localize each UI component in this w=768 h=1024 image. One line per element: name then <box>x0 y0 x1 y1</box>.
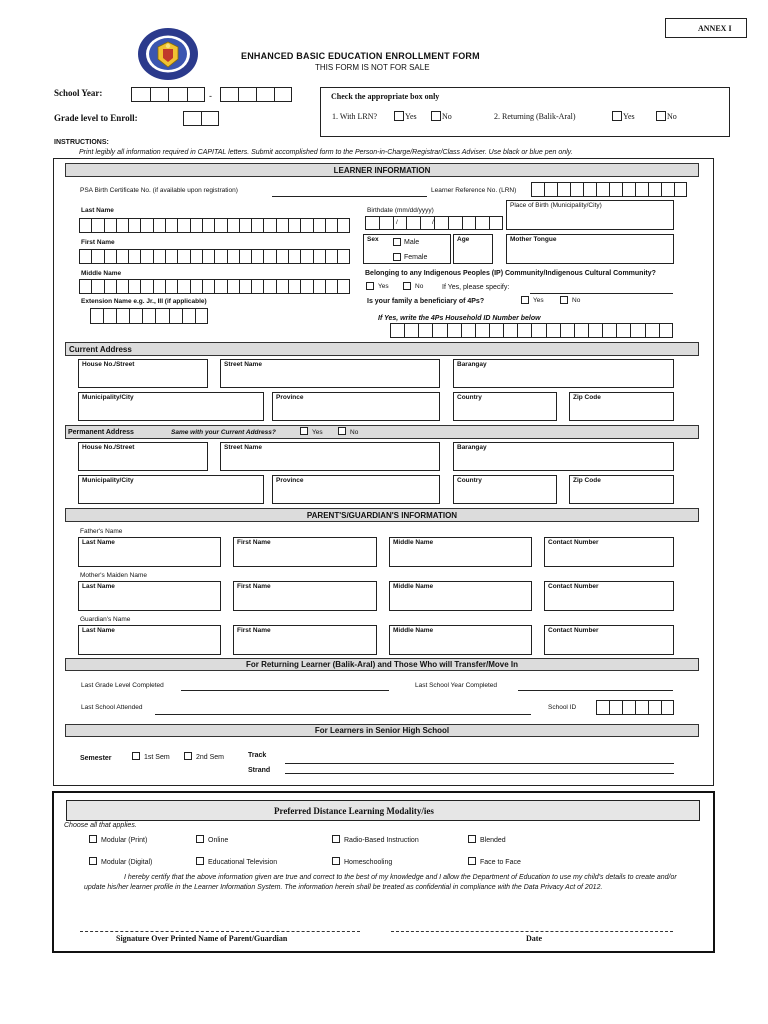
ip-question: Belonging to any Indigenous Peoples (IP) Community/Indigenous Cultural Community? <box>365 270 656 277</box>
mother-last-label: Last Name <box>82 583 115 590</box>
mother-middle-label: Middle Name <box>393 583 434 590</box>
form-subtitle: THIS FORM IS NOT FOR SALE <box>315 63 430 72</box>
permanent-municipality-label: Municipality/City <box>82 477 134 484</box>
current-country-box[interactable] <box>453 392 557 421</box>
female-label: Female <box>404 254 428 261</box>
instructions-text: Print legibly all information required in CAPITAL letters. Submit accomplished form to the Person-in-Charge/Registrar/Class Adviser. Use black or blue pen only. <box>79 149 573 156</box>
female-checkbox[interactable] <box>393 253 401 261</box>
guardian-first-box[interactable] <box>233 625 377 655</box>
permanent-province-label: Province <box>276 477 304 484</box>
guardian-name-label: Guardian's Name <box>80 616 131 623</box>
grade-level-cells[interactable] <box>183 111 219 126</box>
last-sy-label: Last School Year Completed <box>415 682 498 689</box>
mother-last-box[interactable] <box>78 581 221 611</box>
ip-specify-label: If Yes, please specify: <box>442 284 510 291</box>
with-lrn-yes-label: Yes <box>405 112 417 121</box>
first-sem-label: 1st Sem <box>144 754 170 761</box>
track-line[interactable] <box>285 763 674 764</box>
current-barangay-box[interactable] <box>453 359 674 388</box>
birthdate-label: Birthdate (mm/dd/yyyy) <box>367 207 434 214</box>
returning-yes-checkbox[interactable] <box>612 111 622 121</box>
current-address-bar <box>65 342 699 356</box>
ip-no-checkbox[interactable] <box>403 282 411 290</box>
school-id-cells[interactable] <box>596 700 674 715</box>
male-label: Male <box>404 239 420 246</box>
blended-label: Blended <box>480 837 506 844</box>
father-first-label: First Name <box>237 539 271 546</box>
shs-bar: For Learners in Senior High School <box>65 724 699 737</box>
modular-print-label: Modular (Print) <box>101 837 148 844</box>
last-sy-line[interactable] <box>518 690 673 691</box>
guardian-first-label: First Name <box>237 627 271 634</box>
signature-line[interactable] <box>80 931 360 932</box>
birthdate-cells[interactable] <box>365 216 503 230</box>
radio-based-checkbox[interactable] <box>332 835 340 843</box>
fourps-yes-checkbox[interactable] <box>521 296 529 304</box>
semester-label: Semester <box>80 755 112 762</box>
online-label: Online <box>208 837 229 844</box>
current-municipality-box[interactable] <box>78 392 264 421</box>
guardian-last-label: Last Name <box>82 627 115 634</box>
modality-title: Preferred Distance Learning Modality/ies <box>274 806 434 816</box>
father-first-box[interactable] <box>233 537 377 567</box>
father-last-label: Last Name <box>82 539 115 546</box>
signature-label: Signature Over Printed Name of Parent/Guardian <box>116 934 288 943</box>
strand-line[interactable] <box>285 773 674 774</box>
fourps-no-label: No <box>572 297 581 304</box>
current-street-label: Street Name <box>224 361 262 368</box>
school-year-start-cells[interactable] <box>131 87 205 102</box>
permanent-country-label: Country <box>457 477 482 484</box>
permanent-country-box[interactable] <box>453 475 557 504</box>
middle-name-label: Middle Name <box>81 270 122 277</box>
guardian-contact-label: Contact Number <box>548 627 599 634</box>
last-school-line[interactable] <box>155 714 531 715</box>
mother-name-label: Mother's Maiden Name <box>80 572 147 579</box>
second-sem-label: 2nd Sem <box>196 754 225 761</box>
with-lrn-label: 1. With LRN? <box>332 112 378 121</box>
returning-no-checkbox[interactable] <box>656 111 666 121</box>
grade-level-label: Grade level to Enroll: <box>54 113 138 123</box>
deped-seal <box>136 27 200 81</box>
online-checkbox[interactable] <box>196 835 204 843</box>
extension-name-cells[interactable] <box>90 308 208 324</box>
father-middle-label: Middle Name <box>393 539 434 546</box>
modular-digital-label: Modular (Digital) <box>101 859 153 866</box>
form-title: ENHANCED BASIC EDUCATION ENROLLMENT FORM <box>241 51 480 61</box>
mother-middle-box[interactable] <box>389 581 532 611</box>
extension-name-label: Extension Name e.g. Jr., III (if applicable) <box>81 298 207 305</box>
father-contact-box[interactable] <box>544 537 674 567</box>
mother-first-label: First Name <box>237 583 271 590</box>
ip-yes-label: Yes <box>378 283 389 290</box>
permanent-house-label: House No./Street <box>82 444 135 451</box>
current-house-box[interactable] <box>78 359 208 388</box>
fourps-id-cells[interactable] <box>390 323 673 338</box>
modular-print-checkbox[interactable] <box>89 835 97 843</box>
psa-input-line[interactable] <box>272 196 427 197</box>
school-id-label: School ID <box>548 704 577 711</box>
date-label: Date <box>526 934 542 943</box>
mother-contact-box[interactable] <box>544 581 674 611</box>
last-grade-label: Last Grade Level Completed <box>81 682 164 689</box>
fourps-no-checkbox[interactable] <box>560 296 568 304</box>
guardian-contact-box[interactable] <box>544 625 674 655</box>
mother-contact-label: Contact Number <box>548 583 599 590</box>
with-lrn-yes-checkbox[interactable] <box>394 111 404 121</box>
face-to-face-checkbox[interactable] <box>468 857 476 865</box>
choose-all-label: Choose all that applies. <box>64 822 137 829</box>
permanent-street-box[interactable] <box>220 442 440 471</box>
instructions-heading: INSTRUCTIONS: <box>54 139 109 146</box>
school-year-label: School Year: <box>54 88 103 98</box>
psa-label: PSA Birth Certificate No. (if available upon registration) <box>80 187 238 194</box>
sex-label: Sex <box>367 236 379 243</box>
educational-tv-label: Educational Television <box>208 859 278 866</box>
date-line[interactable] <box>391 931 673 932</box>
father-name-label: Father's Name <box>80 528 123 535</box>
guardian-middle-box[interactable] <box>389 625 532 655</box>
first-sem-checkbox[interactable] <box>132 752 140 760</box>
permanent-barangay-label: Barangay <box>457 444 487 451</box>
radio-based-label: Radio-Based Instruction <box>344 837 419 844</box>
last-name-cells[interactable] <box>79 218 350 233</box>
returning-label: 2. Returning (Balik-Aral) <box>494 112 576 121</box>
place-of-birth-box[interactable] <box>506 200 674 230</box>
male-checkbox[interactable] <box>393 238 401 246</box>
ip-no-label: No <box>415 283 424 290</box>
current-barangay-label: Barangay <box>457 361 487 368</box>
guardian-last-box[interactable] <box>78 625 221 655</box>
ip-specify-line[interactable] <box>530 293 673 294</box>
lrn-cells[interactable] <box>531 182 687 197</box>
last-name-label: Last Name <box>81 207 114 214</box>
father-middle-box[interactable] <box>389 537 532 567</box>
permanent-house-box[interactable] <box>78 442 208 471</box>
fourps-id-label: If Yes, write the 4Ps Household ID Number below <box>378 315 541 322</box>
homeschooling-label: Homeschooling <box>344 859 393 866</box>
same-address-no-checkbox[interactable] <box>338 427 346 435</box>
parents-info-bar: PARENT'S/GUARDIAN'S INFORMATION <box>65 508 699 522</box>
returning-yes-label: Yes <box>623 112 635 121</box>
face-to-face-label: Face to Face <box>480 859 521 866</box>
last-school-label: Last School Attended <box>81 704 143 711</box>
returning-no-label: No <box>667 112 677 121</box>
mother-tongue-box[interactable] <box>506 234 674 264</box>
educational-tv-checkbox[interactable] <box>196 857 204 865</box>
first-name-cells[interactable] <box>79 249 350 264</box>
modular-digital-checkbox[interactable] <box>89 857 97 865</box>
place-of-birth-label: Place of Birth (Municipality/City) <box>510 202 602 209</box>
birthdate-slash-1: / <box>396 219 398 226</box>
ip-yes-checkbox[interactable] <box>366 282 374 290</box>
school-year-dash: - <box>209 91 212 101</box>
lrn-label: Learner Reference No. (LRN) <box>431 187 517 194</box>
returning-learner-bar: For Returning Learner (Balik-Aral) and Those Who will Transfer/Move In <box>65 658 699 671</box>
learner-info-bar: LEARNER INFORMATION <box>65 163 699 177</box>
current-province-label: Province <box>276 394 304 401</box>
same-address-question: Same with your Current Address? <box>171 429 276 436</box>
guardian-middle-label: Middle Name <box>393 627 434 634</box>
permanent-street-label: Street Name <box>224 444 262 451</box>
mother-tongue-label: Mother Tongue <box>510 236 557 243</box>
current-address-title: Current Address <box>69 344 132 354</box>
annex-label: ANNEX I <box>698 24 732 33</box>
fourps-yes-label: Yes <box>533 297 544 304</box>
fourps-question: Is your family a beneficiary of 4Ps? <box>367 298 485 305</box>
permanent-zip-box[interactable] <box>569 475 674 504</box>
permanent-province-box[interactable] <box>272 475 440 504</box>
same-address-no-label: No <box>350 429 359 436</box>
father-last-box[interactable] <box>78 537 221 567</box>
same-address-yes-label: Yes <box>312 429 323 436</box>
permanent-municipality-box[interactable] <box>78 475 264 504</box>
current-province-box[interactable] <box>272 392 440 421</box>
track-label: Track <box>248 752 267 759</box>
age-box[interactable] <box>453 234 493 264</box>
current-zip-box[interactable] <box>569 392 674 421</box>
with-lrn-no-label: No <box>442 112 452 121</box>
school-year-end-cells[interactable] <box>220 87 292 102</box>
first-name-label: First Name <box>81 239 115 246</box>
age-label: Age <box>457 236 470 243</box>
second-sem-checkbox[interactable] <box>184 752 192 760</box>
permanent-barangay-box[interactable] <box>453 442 674 471</box>
birthdate-slash-2: / <box>432 219 434 226</box>
same-address-yes-checkbox[interactable] <box>300 427 308 435</box>
middle-name-cells[interactable] <box>79 279 350 294</box>
current-street-box[interactable] <box>220 359 440 388</box>
permanent-address-title: Permanent Address <box>68 429 134 436</box>
current-country-label: Country <box>457 394 482 401</box>
current-municipality-label: Municipality/City <box>82 394 134 401</box>
check-title: Check the appropriate box only <box>331 92 440 101</box>
homeschooling-checkbox[interactable] <box>332 857 340 865</box>
certification-text: I hereby certify that the above information given are true and correct to the best of my knowledge and I allow the Department of Education to use my child's details to create and/or update his/her learner profile in the Learner Information System. The information herein shall be treated as confidential in compliance with the Data Privacy Act of 2012. <box>84 874 677 891</box>
last-grade-line[interactable] <box>181 690 389 691</box>
with-lrn-no-checkbox[interactable] <box>431 111 441 121</box>
father-contact-label: Contact Number <box>548 539 599 546</box>
strand-label: Strand <box>248 767 271 774</box>
current-zip-label: Zip Code <box>573 394 601 401</box>
blended-checkbox[interactable] <box>468 835 476 843</box>
permanent-address-bar <box>65 425 699 439</box>
mother-first-box[interactable] <box>233 581 377 611</box>
permanent-zip-label: Zip Code <box>573 477 601 484</box>
current-house-label: House No./Street <box>82 361 135 368</box>
